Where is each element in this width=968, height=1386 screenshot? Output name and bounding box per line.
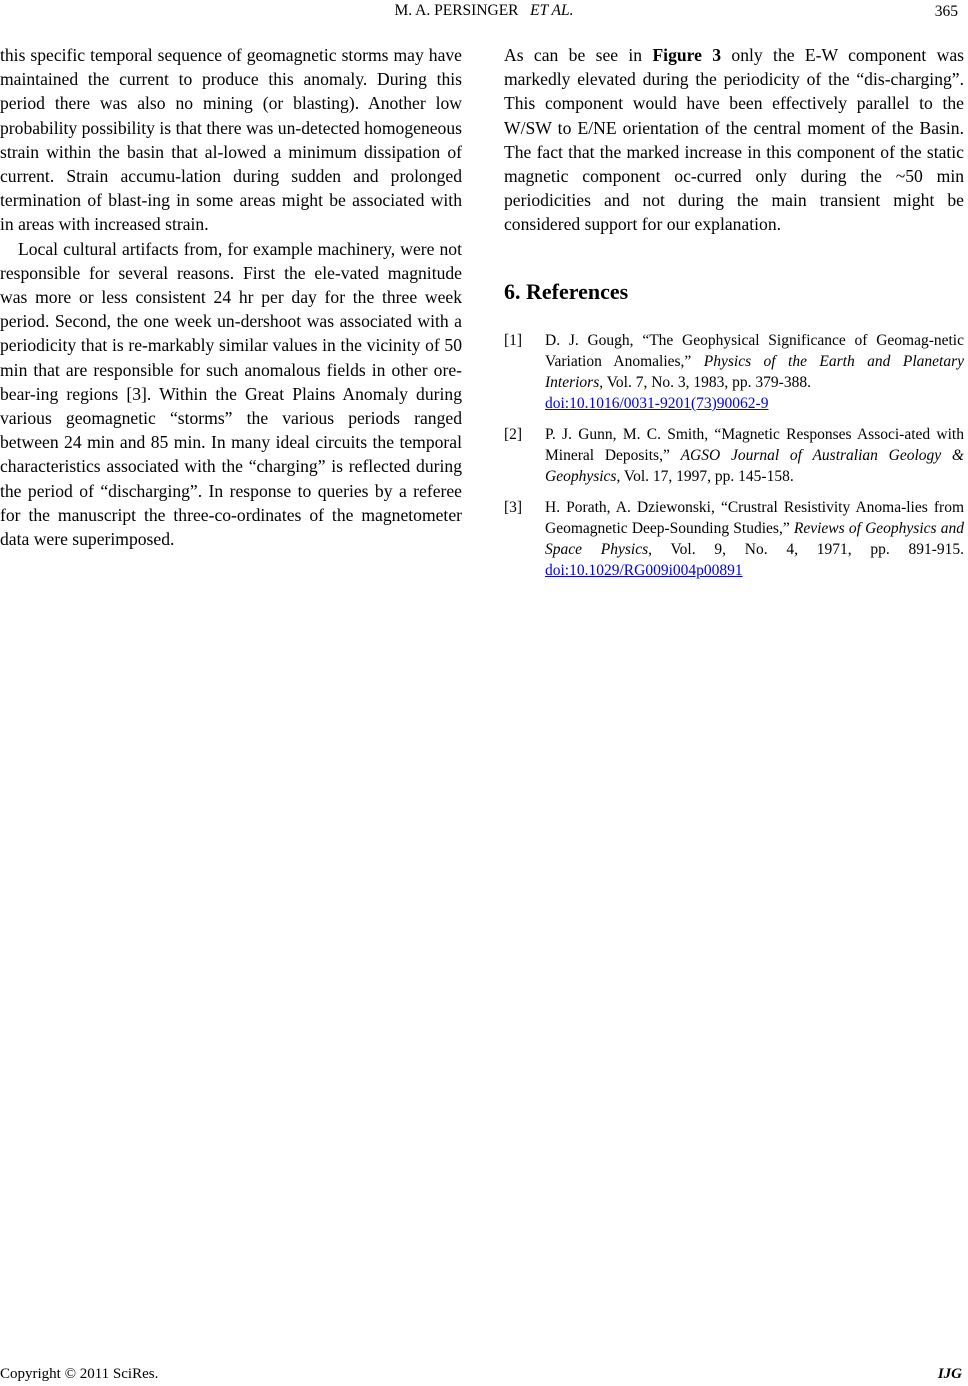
reference-details: , Vol. 17, 1997, pp. 145-158. [616, 468, 794, 485]
references-heading: 6. References [504, 279, 629, 304]
running-head-etal: ET AL. [530, 2, 574, 19]
reference-doi-link[interactable]: doi:10.1029/RG009i004p00891 [545, 562, 743, 579]
reference-item [504, 330, 964, 414]
page-number: 365 [934, 3, 958, 20]
reference-body [545, 497, 964, 581]
reference-number: [1] [504, 332, 523, 349]
reference-journal: Reviews of Geophysics and Space Physics [545, 520, 964, 558]
reference-details: , Vol. 9, No. 4, 1971, pp. 891-915. [648, 541, 965, 558]
right-paragraph-text-rest: only the E-W component was markedly elevated during the periodicity of the “dis-charging”. This component would have been effectively parallel to the W/SW to E/NE orientation of the central moment of the Basin. The fact that the marked increase in this component of the static magnetic component oc-curred only during the ~50 min periodicities and not during the main transient might be considered support for our explanation. [504, 45, 964, 235]
figure-reference-link[interactable]: Figure 3 [652, 45, 722, 65]
reference-body [545, 424, 964, 487]
reference-number: [2] [504, 426, 523, 443]
journal-abbreviation: IJG [937, 1366, 962, 1382]
right-paragraph-1 [504, 43, 964, 237]
reference-number: [3] [504, 499, 523, 516]
reference-journal: AGSO Journal of Australian Geology & Geophysics [545, 447, 964, 485]
reference-item [504, 424, 964, 487]
reference-authors-title: D. J. Gough, “The Geophysical Significance of Geomag-netic Variation Anomalies,” [545, 332, 964, 370]
right-paragraph-text-start: As can be see in [504, 45, 653, 65]
reference-body [545, 330, 964, 414]
running-head [0, 2, 968, 20]
reference-item [504, 497, 964, 581]
page-footer [0, 1364, 968, 1386]
references-list [504, 330, 964, 591]
running-head-author: M. A. PERSINGER [394, 2, 519, 19]
left-paragraph-1: this specific temporal sequence of geomagnetic storms may have maintained the current to produce this anomaly. During this period there was also no mining (or blasting). Another low probability possibility is that there was un-detected homogeneous strain within the basin that al-lowed a minimum dissipation of current. Strain accumu-lation during sudden and prolonged termination of blast-ing in some areas might be associated with in areas with increased strain. [0, 45, 462, 235]
left-column [0, 43, 462, 551]
reference-doi-link[interactable]: doi:10.1016/0031-9201(73)90062-9 [545, 395, 769, 412]
copyright-notice: Copyright © 2011 SciRes. [0, 1366, 159, 1382]
page-header [0, 0, 968, 22]
left-paragraph-2: Local cultural artifacts from, for example machinery, were not responsible for several reasons. First the ele-vated magnitude was more or less consistent 24 hr per day for the three week period. Second, the one week un-dershoot was associated with a periodicity that is re-markably similar values in the vicinity of 50 min that are responsible for such anomalous fields in other ore-bear-ing regions [3]. Within the Great Plains Anomaly during various geomagnetic “storms” the various periods ranged between 24 min and 85 min. In many ideal circuits the temporal characteristics associated with the “charging” is reflected during the period of “discharging”. In response to queries by a referee for the manuscript the three-co-ordinates of the magnetometer data were superimposed. [0, 238, 462, 550]
reference-authors-title: H. Porath, A. Dziewonski, “Crustral Resistivity Anoma-lies from Geomagnetic Deep-Sounding Studies,” [545, 499, 964, 537]
right-column [504, 43, 964, 237]
reference-authors-title: P. J. Gunn, M. C. Smith, “Magnetic Responses Associ-ated with Mineral Deposits,” [545, 426, 964, 464]
reference-journal: Physics of the Earth and Planetary Interiors [545, 353, 964, 391]
reference-details: , Vol. 7, No. 3, 1983, pp. 379-388. [599, 374, 811, 391]
